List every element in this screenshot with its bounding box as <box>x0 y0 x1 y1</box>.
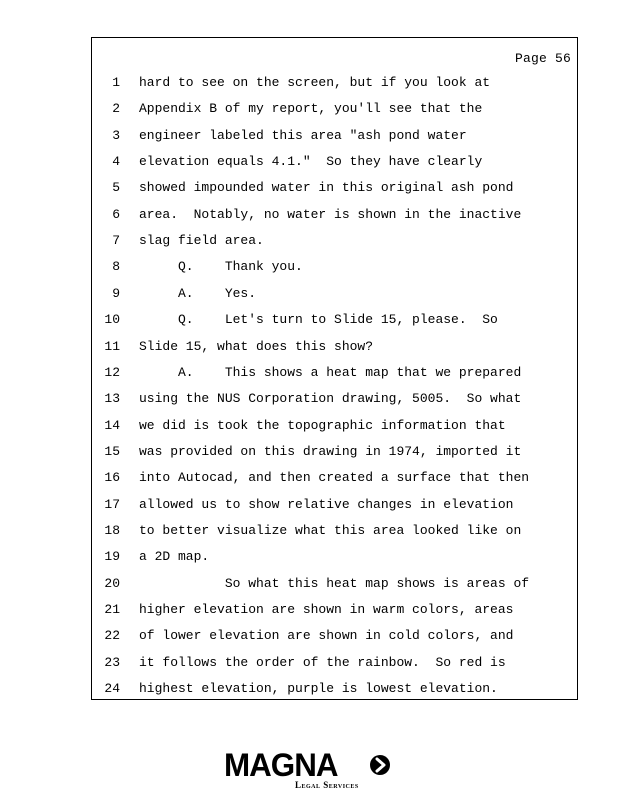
line-text: using the NUS Corporation drawing, 5005. So what <box>139 391 522 407</box>
line-text: Appendix B of my report, you'll see that the <box>139 101 483 117</box>
line-number: 20 <box>104 575 120 591</box>
transcript-line <box>92 626 572 646</box>
line-number: 9 <box>112 285 120 301</box>
line-text: into Autocad, and then created a surface that then <box>139 470 530 486</box>
line-text: it follows the order of the rainbow. So red is <box>139 654 506 670</box>
line-text: Q. Let's turn to Slide 15, please. So <box>139 312 498 328</box>
line-number: 19 <box>104 549 120 565</box>
logo-tagline: Legal Services <box>295 780 359 790</box>
line-number: 8 <box>112 259 120 275</box>
line-text: to better visualize what this area looked like on <box>139 522 522 538</box>
transcript-page <box>91 37 578 700</box>
line-number: 10 <box>104 312 120 328</box>
transcript-line <box>92 205 572 225</box>
arrow-circle-icon <box>369 754 391 776</box>
line-number: 23 <box>104 654 120 670</box>
line-number: 11 <box>104 338 120 354</box>
line-text: elevation equals 4.1." So they have clearly <box>139 154 483 170</box>
transcript-line <box>92 468 572 488</box>
line-text: showed impounded water in this original ash pond <box>139 180 514 196</box>
transcript-line <box>92 337 572 357</box>
transcript-line <box>92 152 572 172</box>
transcript-line <box>92 416 572 436</box>
line-text: a 2D map. <box>139 549 210 565</box>
line-number: 22 <box>104 628 120 644</box>
line-number: 21 <box>104 602 120 617</box>
transcript-line <box>92 363 572 383</box>
line-number: 18 <box>104 522 120 538</box>
line-text: Slide 15, what does this show? <box>139 338 374 354</box>
page-number: Page 56 <box>514 51 571 66</box>
line-text: slag field area. <box>139 233 264 249</box>
line-text: A. Yes. <box>139 285 257 301</box>
transcript-line <box>92 389 572 409</box>
transcript-line <box>92 310 572 330</box>
line-text: A. This shows a heat map that we prepared <box>139 364 522 380</box>
line-number: 5 <box>112 180 120 196</box>
transcript-line <box>92 73 572 93</box>
transcript-line <box>92 600 572 620</box>
line-number: 24 <box>104 681 120 697</box>
transcript-line <box>92 257 572 277</box>
line-text: allowed us to show relative changes in elevation <box>139 496 514 512</box>
line-text: hard to see on the screen, but if you look at <box>139 75 491 90</box>
transcript-line <box>92 231 572 251</box>
line-number: 1 <box>112 75 120 90</box>
line-text: higher elevation are shown in warm colors, areas <box>139 602 514 617</box>
line-text: So what this heat map shows is areas of <box>139 575 530 591</box>
line-number: 7 <box>112 233 120 249</box>
logo-wordmark: MAGNA <box>224 747 338 783</box>
transcript-line <box>92 547 572 567</box>
transcript-line <box>92 495 572 515</box>
transcript-line <box>92 653 572 673</box>
transcript-line <box>92 574 572 594</box>
transcript-line <box>92 99 572 119</box>
line-number: 12 <box>104 364 120 380</box>
line-number: 6 <box>112 206 120 222</box>
line-number: 15 <box>104 443 120 459</box>
line-text: engineer labeled this area "ash pond water <box>139 127 467 143</box>
line-number: 2 <box>112 101 120 117</box>
line-text: Q. Thank you. <box>139 259 303 275</box>
line-number: 4 <box>112 154 120 170</box>
transcript-line <box>92 679 572 699</box>
transcript-line <box>92 442 572 462</box>
line-number: 3 <box>112 127 120 143</box>
magna-logo <box>224 749 398 793</box>
line-text: of lower elevation are shown in cold colors, and <box>139 628 514 644</box>
line-text: area. Notably, no water is shown in the inactive <box>139 206 522 222</box>
transcript-line <box>92 284 572 304</box>
line-number: 16 <box>104 470 120 486</box>
transcript-line <box>92 521 572 541</box>
line-number: 13 <box>104 391 120 407</box>
transcript-line <box>92 178 572 198</box>
line-text: we did is took the topographic information that <box>139 417 506 433</box>
transcript-line <box>92 126 572 146</box>
line-number: 17 <box>104 496 120 512</box>
line-text: was provided on this drawing in 1974, imported it <box>139 443 522 459</box>
line-text: highest elevation, purple is lowest elevation. <box>139 681 498 697</box>
line-number: 14 <box>104 417 120 433</box>
